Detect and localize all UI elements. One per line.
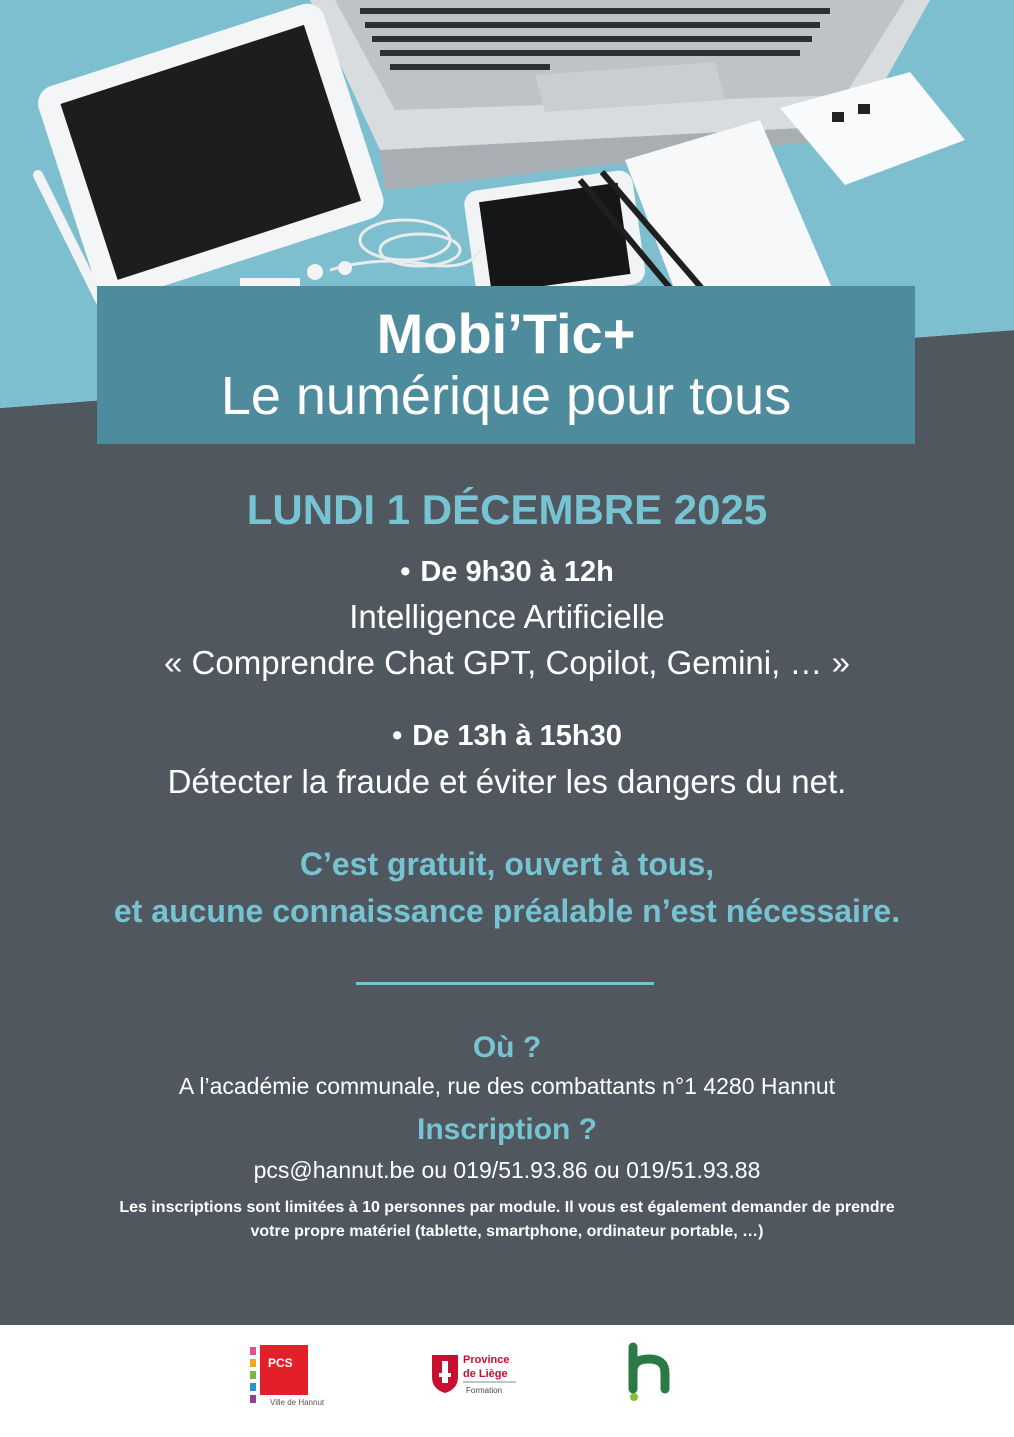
page-title: Mobi’Tic+ [376, 302, 636, 365]
registration-heading: Inscription ? [417, 1113, 597, 1146]
event-date: LUNDI 1 DÉCEMBRE 2025 [246, 486, 768, 533]
svg-text:Formation: Formation [466, 1386, 503, 1395]
session-1-topic: Intelligence Artificielle [349, 598, 665, 635]
free-notice-line-1: C’est gratuit, ouvert à tous, [299, 846, 715, 882]
bullet-icon: • [400, 556, 411, 588]
title-banner [97, 286, 915, 444]
svg-text:Ville de Hannut: Ville de Hannut [270, 1398, 325, 1407]
location-heading: Où ? [472, 1031, 542, 1064]
registration-contact: pcs@hannut.be ou 019/51.93.86 ou 019/51.93.88 [253, 1157, 761, 1183]
hannut-logo [625, 1343, 677, 1401]
bullet-icon: • [392, 720, 403, 752]
pcs-logo [250, 1345, 325, 1407]
location-address: A l’académie communale, rue des combattants n°1 4280 Hannut [178, 1073, 836, 1099]
divider [356, 982, 654, 985]
svg-text:de Liège: de Liège [463, 1368, 508, 1380]
province-de-liege-logo [430, 1347, 520, 1397]
session-2-time [0, 718, 1014, 754]
session-1-description: « Comprendre Chat GPT, Copilot, Gemini, … » [164, 644, 850, 681]
registration-note-line-2: votre propre matériel (tablette, smartphone, ordinateur portable, …) [250, 1223, 764, 1240]
page-subtitle: Le numérique pour tous [220, 366, 792, 426]
session-2-topic: Détecter la fraude et éviter les dangers du net. [167, 763, 847, 800]
session-1-time [0, 554, 1014, 590]
session-2-time-text: De 13h à 15h30 [412, 720, 622, 752]
session-1-time-text: De 9h30 à 12h [420, 556, 614, 588]
free-notice-line-2: et aucune connaissance préalable n’est nécessaire. [113, 893, 901, 929]
svg-text:Province: Province [463, 1354, 510, 1366]
footer [0, 1325, 1014, 1437]
registration-note-line-1: Les inscriptions sont limitées à 10 personnes par module. Il vous est également demander de prendre [119, 1199, 895, 1216]
svg-text:PCS: PCS [268, 1356, 293, 1370]
